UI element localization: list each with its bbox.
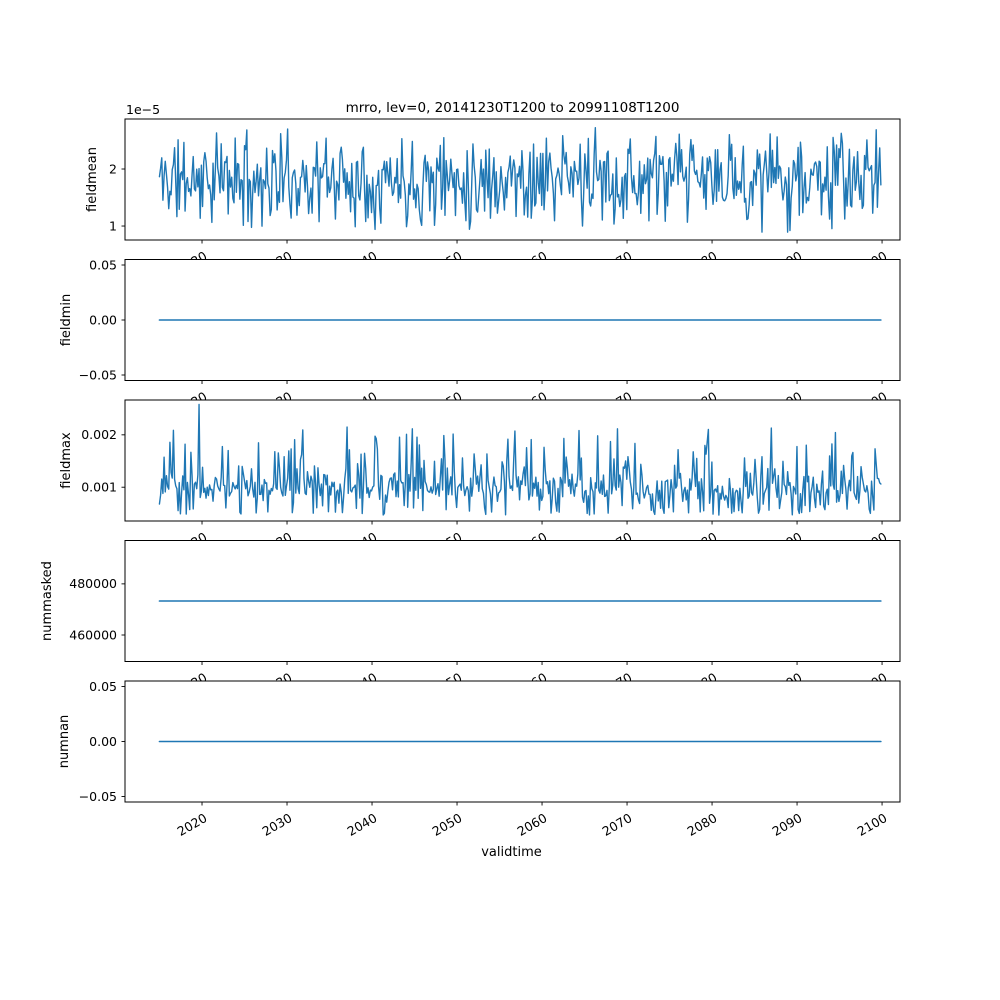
- y-axis-label-fieldmin: fieldmin: [59, 293, 74, 347]
- y-tick-label: 0.05: [89, 678, 117, 694]
- y-tick-label: 2: [109, 161, 117, 177]
- y-tick-label: 0.05: [89, 257, 117, 273]
- x-tick-label: 2050: [429, 810, 465, 840]
- y-tick-label: −0.05: [78, 367, 117, 383]
- y-axis-label-nummasked: nummasked: [40, 561, 55, 641]
- y-tick-label: 1: [109, 218, 117, 234]
- y-tick-label: 0.002: [81, 427, 117, 443]
- figure-title: mrro, lev=0, 20141230T1200 to 20991108T1200: [345, 100, 680, 116]
- x-tick-label: 2100: [854, 810, 890, 840]
- y-axis-label-fieldmean: fieldmean: [85, 147, 100, 212]
- y-axis-offset-text: 1e−5: [126, 102, 161, 117]
- y-tick-label: 0.00: [89, 733, 117, 749]
- x-tick-label: 2060: [514, 810, 550, 840]
- y-tick-label: 460000: [69, 627, 117, 643]
- y-tick-label: 480000: [69, 576, 117, 592]
- y-axis-label-numnan: numnan: [57, 714, 72, 769]
- y-tick-label: −0.05: [78, 788, 117, 804]
- x-tick-label: 2040: [344, 810, 380, 840]
- y-axis-label-fieldmax: fieldmax: [59, 432, 74, 489]
- y-tick-label: 0.001: [81, 479, 117, 495]
- x-axis-label: validtime: [481, 845, 542, 860]
- x-tick-label: 2070: [599, 810, 635, 840]
- x-tick-label: 2030: [259, 810, 295, 840]
- x-tick-label: 2090: [769, 810, 805, 840]
- x-tick-label: 2020: [174, 810, 210, 840]
- x-tick-label: 2080: [684, 810, 720, 840]
- y-tick-label: 0.00: [89, 312, 117, 328]
